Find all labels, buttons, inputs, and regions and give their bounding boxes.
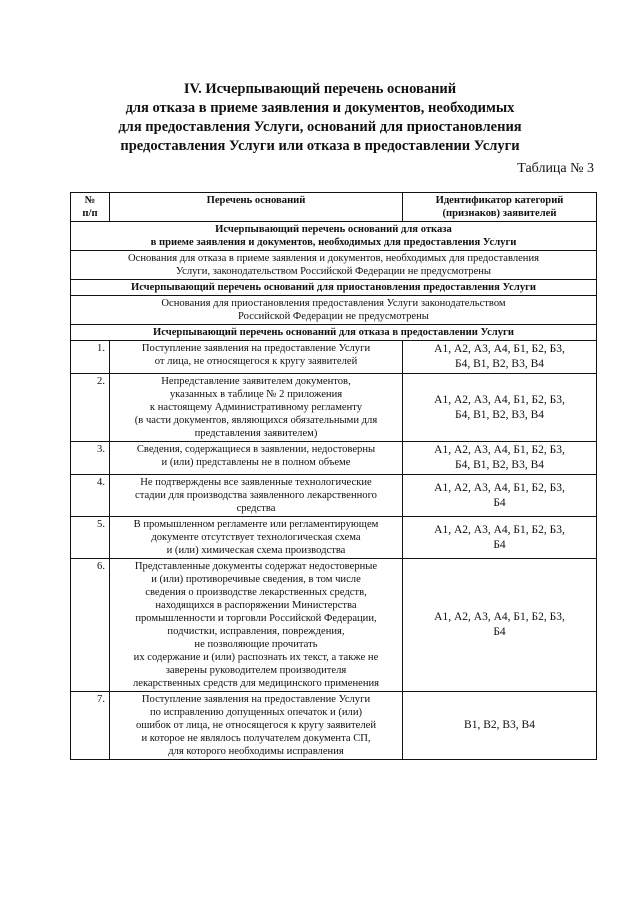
reason-line: В промышленном регламенте или регламентирующем: [133, 519, 379, 530]
reason-line: промышленности и торговли Российской Федерации,: [135, 613, 377, 624]
row-identifiers: [403, 442, 597, 475]
row-identifiers: [403, 374, 597, 442]
identifier-line: Б4: [493, 626, 506, 638]
table-label: Таблица № 3: [517, 161, 594, 176]
identifier-line: Б4, В1, В2, В3, В4: [454, 459, 545, 471]
section1-title: Исчерпывающий перечень оснований для отказа в приеме заявления и документов, необходимых для предоставления Услуги: [71, 222, 597, 251]
identifier-line: А1, А2, А3, А4, Б1, Б2, Б3,: [434, 343, 565, 355]
reason-line: их содержание и (или) распознать их текст, а также не: [133, 652, 379, 663]
reason-line: Непредставление заявителем документов,: [161, 376, 351, 387]
heading-line: предоставления Услуги или отказа в предоставлении Услуги: [120, 138, 520, 154]
header-num: № п/п: [71, 193, 110, 222]
reason-line: представления заявителем): [194, 428, 318, 439]
row-reason: [110, 442, 403, 475]
reason-line: средства: [236, 503, 276, 514]
row-number: 1.: [71, 341, 110, 374]
reason-line: лекарственных средств для медицинского применения: [132, 678, 380, 689]
reason-line: для которого необходимы исправления: [168, 746, 344, 757]
reason-line: не позволяющие прочитать: [194, 639, 318, 650]
reason-line: (в части документов, являющихся обязательными для: [134, 415, 378, 426]
row-reason: [110, 374, 403, 442]
row-reason: [110, 475, 403, 517]
identifier-line: Б4: [493, 496, 506, 509]
header-identifier: Идентификатор категорий (признаков) заявителей: [403, 193, 597, 222]
section-text-row: [71, 296, 597, 325]
reason-line: и которое не являлось получателем документа СП,: [141, 733, 371, 744]
row-reason: [110, 692, 403, 760]
identifier-line: В1, В2, В3, В4: [464, 719, 535, 731]
row-identifiers: [403, 559, 597, 692]
reason-line: находящихся в распоряжении Министерства: [155, 600, 357, 611]
table-row: [71, 374, 597, 442]
row-reason: [110, 517, 403, 559]
table-row: [71, 517, 597, 559]
section3-title: Исчерпывающий перечень оснований для отказа в предоставлении Услуги: [71, 325, 597, 341]
reason-line: Не подтверждены все заявленные технологические: [140, 477, 372, 488]
row-number: 6.: [71, 559, 110, 692]
reason-line: и (или) противоречивые сведения, в том числе: [151, 574, 361, 585]
reason-line: заверены руководителем производителя: [165, 665, 347, 676]
reason-line: Поступление заявления на предоставление Услуги: [141, 343, 371, 354]
section2-title: Исчерпывающий перечень оснований для приостановления предоставления Услуги: [71, 280, 597, 296]
row-number: 2.: [71, 374, 110, 442]
row-identifiers: [403, 341, 597, 374]
identifier-line: Б4: [493, 538, 506, 551]
section-title-row: [71, 222, 597, 251]
row-identifiers: [403, 475, 597, 517]
table-row: [71, 442, 597, 475]
reason-line: от лица, не относящегося к кругу заявителей: [154, 356, 358, 367]
section1-text: Основания для отказа в приеме заявления и документов, необходимых для предоставления Услуги, законодательством Российской Федерации не предусмотрены: [71, 251, 597, 280]
reason-line: по исправлению допущенных опечаток и (или): [149, 707, 363, 718]
section-title-row: [71, 280, 597, 296]
identifier-line: А1, А2, А3, А4, Б1, Б2, Б3,: [434, 444, 565, 456]
reason-line: сведения о производстве лекарственных средств,: [145, 587, 367, 598]
identifier-line: А1, А2, А3, А4, Б1, Б2, Б3,: [434, 481, 565, 494]
row-identifiers: [403, 692, 597, 760]
reason-line: ошибок от лица, не относящегося к кругу заявителей: [135, 720, 377, 731]
table-row: [71, 692, 597, 760]
identifier-line: Б4, В1, В2, В3, В4: [454, 358, 545, 370]
identifier-line: А1, А2, А3, А4, Б1, Б2, Б3,: [434, 611, 565, 623]
reason-line: и (или) химическая схема производства: [166, 545, 346, 556]
row-number: 5.: [71, 517, 110, 559]
table-row: [71, 475, 597, 517]
table-row: [71, 341, 597, 374]
reason-line: Поступление заявления на предоставление Услуги: [141, 694, 371, 705]
reason-line: документе отсутствует технологическая схема: [151, 532, 361, 543]
row-number: 7.: [71, 692, 110, 760]
table-header-row: [71, 193, 597, 222]
reason-line: стадии для производства заявленного лекарственного: [135, 490, 377, 501]
row-number: 4.: [71, 475, 110, 517]
row-number: 3.: [71, 442, 110, 475]
reason-line: к настоящему Административному регламенту: [149, 402, 363, 413]
reason-line: подчистки, исправления, повреждения,: [167, 626, 345, 637]
heading-line: для предоставления Услуги, оснований для приостановления: [118, 119, 522, 135]
heading-line: для отказа в приеме заявления и документов, необходимых: [125, 100, 515, 116]
identifier-line: А1, А2, А3, А4, Б1, Б2, Б3,: [434, 393, 565, 406]
row-identifiers: [403, 517, 597, 559]
section-text-row: [71, 251, 597, 280]
identifier-line: Б4, В1, В2, В3, В4: [454, 408, 545, 421]
heading-line: IV. Исчерпывающий перечень оснований: [183, 81, 457, 97]
row-reason: [110, 341, 403, 374]
section-title-row: [71, 325, 597, 341]
section2-text: Основания для приостановления предоставления Услуги законодательством Российской Федерации не предусмотрены: [71, 296, 597, 325]
table-rows: [71, 341, 597, 760]
section-heading: [70, 80, 570, 156]
reason-line: Сведения, содержащиеся в заявлении, недостоверны: [136, 444, 376, 455]
table-row: [71, 559, 597, 692]
row-reason: [110, 559, 403, 692]
reason-line: указанных в таблице № 2 приложения: [169, 389, 343, 400]
header-reasons: Перечень оснований: [110, 193, 403, 222]
identifier-line: А1, А2, А3, А4, Б1, Б2, Б3,: [434, 523, 565, 536]
grounds-table: [70, 192, 597, 760]
reason-line: Представленные документы содержат недостоверные: [134, 561, 378, 572]
reason-line: и (или) представлены не в полном объеме: [161, 457, 351, 468]
